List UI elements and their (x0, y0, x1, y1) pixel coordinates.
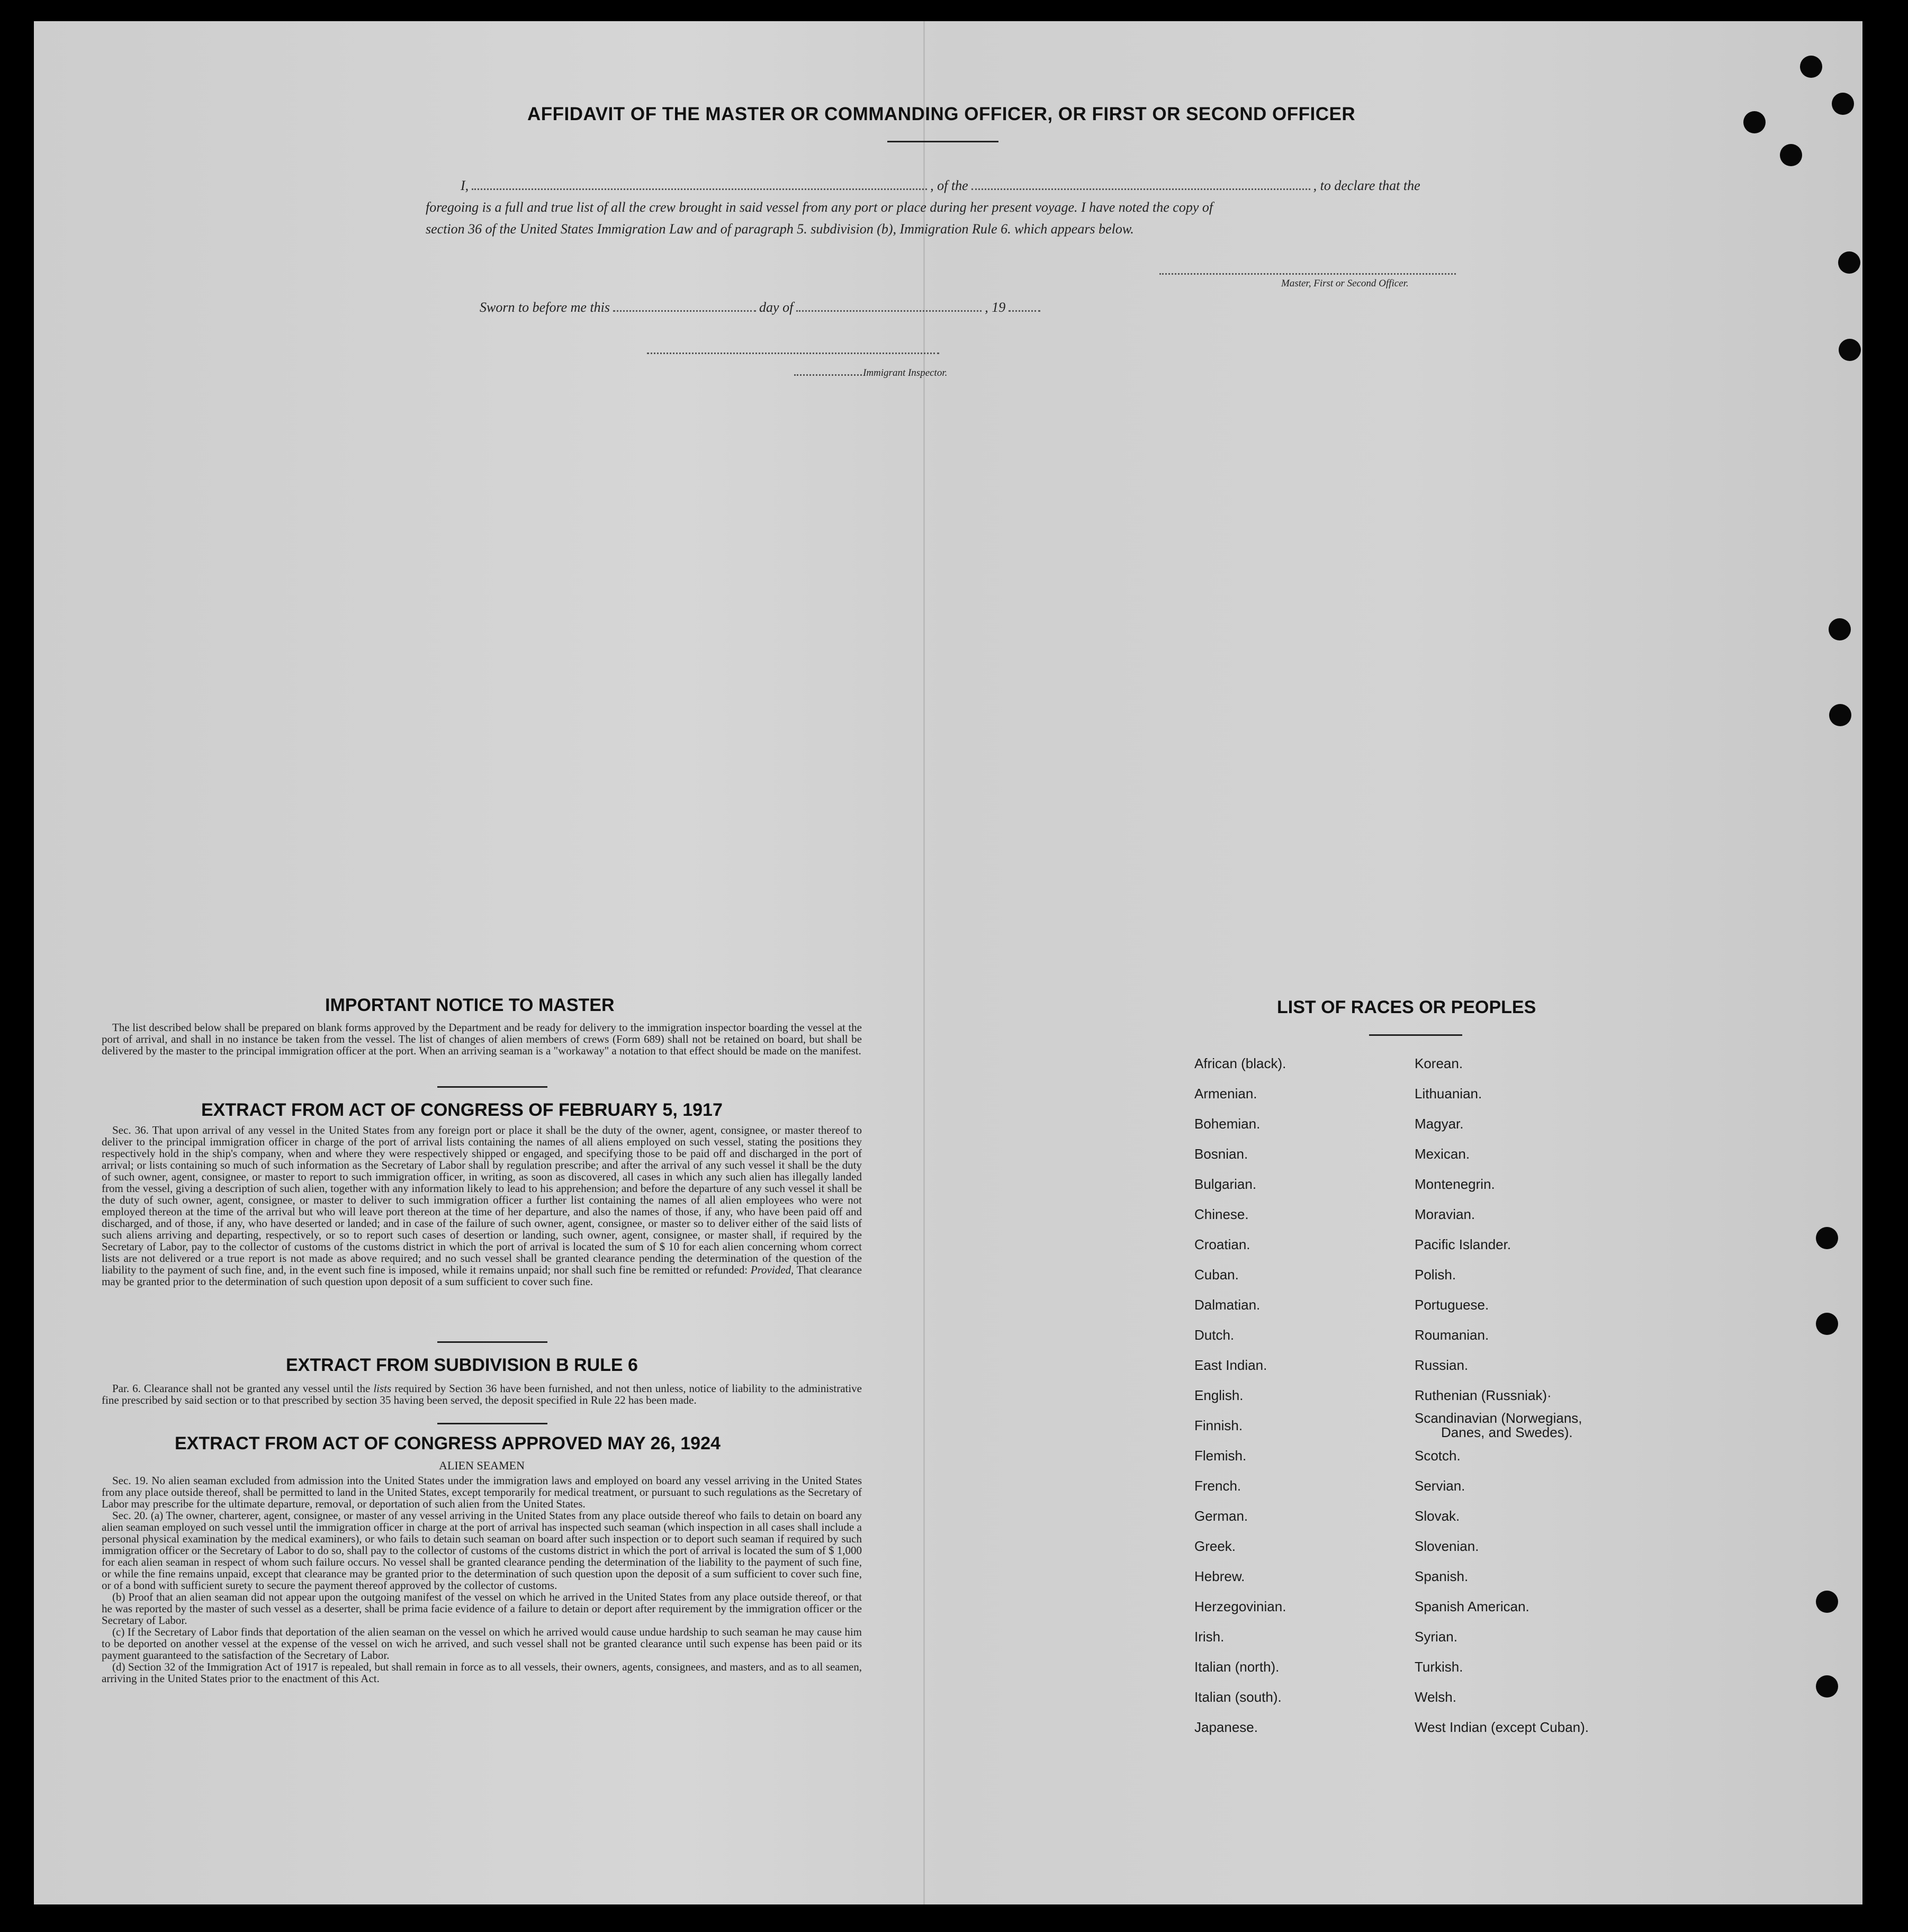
race-item: Hebrew. (1194, 1568, 1245, 1584)
race-item: Herzegovinian. (1194, 1599, 1286, 1614)
month-blank[interactable] (796, 310, 982, 312)
race-item: Moravian. (1415, 1206, 1475, 1222)
divider (437, 1341, 547, 1343)
race-item: Chinese. (1194, 1206, 1249, 1222)
race-item: African (black). (1194, 1055, 1286, 1071)
race-item: Armenian. (1194, 1086, 1257, 1102)
race-item: English. (1194, 1387, 1244, 1403)
race-item: Japanese. (1194, 1719, 1258, 1735)
extract-1917-title: EXTRACT FROM ACT OF CONGRESS OF FEBRUARY 5, 1917 (201, 1100, 723, 1120)
race-item: Montenegrin. (1415, 1176, 1495, 1192)
race-item: Dalmatian. (1194, 1297, 1261, 1313)
affidavit-title: AFFIDAVIT OF THE MASTER OR COMMANDING OFFICER, OR FIRST OR SECOND OFFICER (527, 104, 1356, 124)
race-item: Cuban. (1194, 1267, 1239, 1283)
signature-caption: Master, First or Second Officer. (1281, 278, 1409, 289)
punch-hole (1780, 144, 1802, 166)
divider (437, 1086, 547, 1088)
year-blank[interactable] (1009, 310, 1040, 312)
sworn-day-of: day of (759, 300, 794, 315)
punch-hole (1829, 618, 1851, 640)
name-blank[interactable] (472, 188, 927, 190)
vessel-blank[interactable] (971, 188, 1310, 190)
race-item: French. (1194, 1478, 1241, 1494)
rule6-text-start: Par. 6. Clearance shall not be granted any vessel until the (112, 1382, 371, 1395)
rule6-text-end: required by Section 36 have been furnished, and not then unless, notice of liability to the administrative fine prescribed by said section or to that prescribed by section 35 having been served, the deposit specified in Rule 22 has been made. (102, 1382, 862, 1406)
sec20d-text: (d) Section 32 of the Immigration Act of 1917 is repealed, but shall remain in force as to all vessels, their owners, agents, consignees, and masters, and as to all seamen, arriving in the United States prior to the enactment of this Act. (102, 1660, 862, 1685)
race-item: German. (1194, 1508, 1248, 1524)
inspector-caption: Immigrant Inspector. (863, 367, 948, 378)
race-item: Finnish. (1194, 1418, 1243, 1433)
punch-hole (1816, 1591, 1838, 1613)
race-item: West Indian (except Cuban). (1415, 1719, 1589, 1735)
race-item: Italian (south). (1194, 1689, 1282, 1705)
race-item: Pacific Islander. (1415, 1236, 1511, 1252)
notice-paragraph: The list described below shall be prepared on blank forms approved by the Department and be ready for delivery to the immigration inspector boarding the vessel at the port of arrival, and shall in no instance be taken from the vessel. The list of changes of alien members of crews (Form 689) shall not be retained on board, but shall be delivered by the master to the principal immigration officer at the port. When an arriving seaman is a "workaway" a notation to that effect should be made on the manifest. (102, 1021, 862, 1057)
race-item: Scotch. (1415, 1448, 1461, 1464)
alien-seamen-subtitle: ALIEN SEAMEN (439, 1459, 525, 1472)
sec20b-text: (b) Proof that an alien seaman did not appear upon the outgoing manifest of the vessel on which he arrived in the United States from any place outside thereof, or that he was reported by the master of such vessel as a deserter, shall be prima facie evidence of a failure to detain or deport after requirement by the immigration officer or the Secretary of Labor. (102, 1591, 862, 1627)
race-item: Polish. (1415, 1267, 1456, 1283)
inspector-name-blank[interactable] (794, 374, 862, 376)
inspector-signature-blank[interactable] (647, 352, 939, 354)
race-item: Russian. (1415, 1357, 1469, 1373)
race-item: Spanish American. (1415, 1599, 1529, 1614)
race-item: Korean. (1415, 1055, 1463, 1071)
sec36-text-end: That clearance may be granted prior to the determination of such question upon deposit of a sum sufficient to cover such fine. (102, 1263, 862, 1288)
punch-hole (1838, 251, 1860, 274)
race-item: Servian. (1415, 1478, 1465, 1494)
race-item: Slovenian. (1415, 1538, 1479, 1554)
race-item: Dutch. (1194, 1327, 1235, 1343)
punch-hole (1839, 339, 1861, 361)
punch-hole (1816, 1675, 1838, 1698)
rule6-text (102, 1383, 862, 1406)
notice-title: IMPORTANT NOTICE TO MASTER (325, 995, 615, 1015)
divider (1369, 1034, 1462, 1036)
divider (437, 1423, 547, 1424)
race-item: Lithuanian. (1415, 1086, 1482, 1102)
races-title: LIST OF RACES OR PEOPLES (1277, 997, 1536, 1017)
race-item: Syrian. (1415, 1629, 1457, 1645)
day-blank[interactable] (613, 310, 756, 312)
sec20c-text: (c) If the Secretary of Labor finds that deportation of the alien seaman on the vessel on which he arrived would cause undue hardship to such seaman he may cause him to be deported on another vessel at the expense of the vessel on wich he arrived, and such vessel shall not be granted clearance until such expense has been paid or its payment guaranteed to the satisfaction of the Secretary of Labor. (102, 1626, 862, 1662)
race-item: Italian (north). (1194, 1659, 1280, 1675)
race-item: Magyar. (1415, 1116, 1464, 1132)
sworn-year: , 19 (985, 300, 1006, 315)
race-item: Danes, and Swedes). (1441, 1424, 1573, 1440)
punch-hole (1800, 56, 1822, 78)
race-item: Ruthenian (Russniak)· (1415, 1387, 1552, 1403)
race-item: Flemish. (1194, 1448, 1247, 1464)
provided-word: Provided, (750, 1263, 794, 1276)
divider (887, 141, 998, 142)
signature-blank[interactable] (1159, 273, 1456, 275)
race-item: Croatian. (1194, 1236, 1250, 1252)
affidavit-line-3: section 36 of the United States Immigration Law and of paragraph 5. subdivision (b), Immigration Rule 6. which appears below. (426, 221, 1134, 237)
affidavit-line-1-end: , to declare that the (1313, 178, 1420, 193)
punch-hole (1743, 111, 1766, 133)
race-item: Irish. (1194, 1629, 1225, 1645)
notice-text (102, 1022, 862, 1057)
race-item: Portuguese. (1415, 1297, 1489, 1313)
race-item: Welsh. (1415, 1689, 1456, 1705)
sworn-line (480, 300, 1043, 315)
sworn-label: Sworn to before me this (480, 300, 610, 315)
sec20a-text: Sec. 20. (a) The owner, charterer, agent, consignee, or master of any vessel arriving in the United States from any place outside thereof who fails to detain on board any alien seaman employed on such vessel until the immigration officer in charge at the port of arrival has inspected such seaman (which inspection in all cases shall include a personal physical examination by the medical examiners), or who fails to detain such seaman on board after such inspection or to deport such seaman if required by such immigration officer or the Secretary of Labor to do so, shall pay to the collector of customs of the customs district in which the port of arrival is located the sum of $ 1,000 for each alien seaman in respect of whom such failure occurs. No vessel shall be granted clearance pending the determination of the liability to the payment of such fine, or while the fine remains unpaid, except that clearance may be granted prior to the determination of such question upon the deposit of a sum sufficient to cover such fine, or of a bond with sufficient surety to secure the payment thereof approved by the collector of customs. (102, 1509, 862, 1592)
extract-1924-title: EXTRACT FROM ACT OF CONGRESS APPROVED MAY 26, 1924 (175, 1433, 721, 1453)
race-item: Bosnian. (1194, 1146, 1248, 1162)
lists-word: lists (373, 1382, 392, 1395)
affidavit-line-2: foregoing is a full and true list of all the crew brought in said vessel from any port or place during her present voyage. I have noted the copy of (426, 200, 1213, 215)
race-item: Scandinavian (Norwegians, (1415, 1410, 1582, 1426)
race-item: Slovak. (1415, 1508, 1460, 1524)
race-item: Roumanian. (1415, 1327, 1489, 1343)
rule6-title: EXTRACT FROM SUBDIVISION B RULE 6 (286, 1355, 638, 1375)
race-item: East Indian. (1194, 1357, 1267, 1373)
race-item: Bohemian. (1194, 1116, 1261, 1132)
race-item: Spanish. (1415, 1568, 1469, 1584)
punch-hole (1816, 1313, 1838, 1335)
race-item: Bulgarian. (1194, 1176, 1257, 1192)
affidavit-line-1-start: I, (461, 178, 469, 193)
extract-1917-text (102, 1124, 862, 1287)
affidavit-line-1 (461, 178, 1420, 194)
punch-hole (1832, 93, 1854, 115)
race-item: Turkish. (1415, 1659, 1463, 1675)
extract-1924-text (102, 1475, 862, 1684)
punch-hole (1816, 1227, 1838, 1249)
inspector-caption-line (794, 367, 947, 379)
sec19-text: Sec. 19. No alien seaman excluded from admission into the United States under the immigration laws and employed on board any vessel arriving in the United States from any place outside thereof, shall be permitted to land in the United States, except temporarily for medical treatment, or pursuant to such regulations as the Secretary of Labor may prescribe for the ultimate departure, removal, or deportation of such alien from the United States. (102, 1474, 862, 1510)
race-item: Mexican. (1415, 1146, 1470, 1162)
sec36-text: Sec. 36. That upon arrival of any vessel in the United States from any foreign port or place it shall be the duty of the owner, agent, consignee, or master thereof to deliver to the principal immigration officer in charge of the port of arrival lists containing the names of all aliens employed on such vessel, stating the positions they respectively hold in the ship's company, when and where they were respectively shipped or engaged, and specifying those to be paid off and discharged in the port of arrival; or lists containing so much of such information as the Secretary of Labor shall by regulation prescribe; and after the arrival of any such vessel it shall be the duty of such owner, agent, consignee, or master to report to such immigration officer, in writing, as soon as discovered, all cases in which any such alien has illegally landed from the vessel, giving a description of such alien, together with any information likely to lead to his apprehension; and before the departure of any such vessel it shall be the duty of such owner, agent, consignee, or master to deliver to such immigration officer a further list containing the names of all alien employees who were not employed thereon at the time of the arrival but who will leave port thereon at the time of her departure, and also the names of those, if any, who have been paid off and discharged, and of those, if any, who have deserted or landed; and in case of the failure of such owner, agent, consignee, or master so to deliver either of the said lists of such aliens arriving and departing, respectively, or so to report such cases of desertion or landing, such owner, agent, consignee, or master shall, if required by the Secretary of Labor, pay to the collector of customs of the customs district in which the port of arrival is located the sum of $ 10 for each alien concerning whom correct lists are not delivered or a true report is not made as above required; and no such vessel shall be granted clearance pending the determination of the question of the liability to the payment of such fine, and, in the event such fine is imposed, while it remains unpaid; nor shall such fine be remitted or refunded: (102, 1124, 862, 1276)
affidavit-line-1-of: , of the (930, 178, 968, 193)
punch-hole (1829, 704, 1851, 726)
race-item: Greek. (1194, 1538, 1236, 1554)
